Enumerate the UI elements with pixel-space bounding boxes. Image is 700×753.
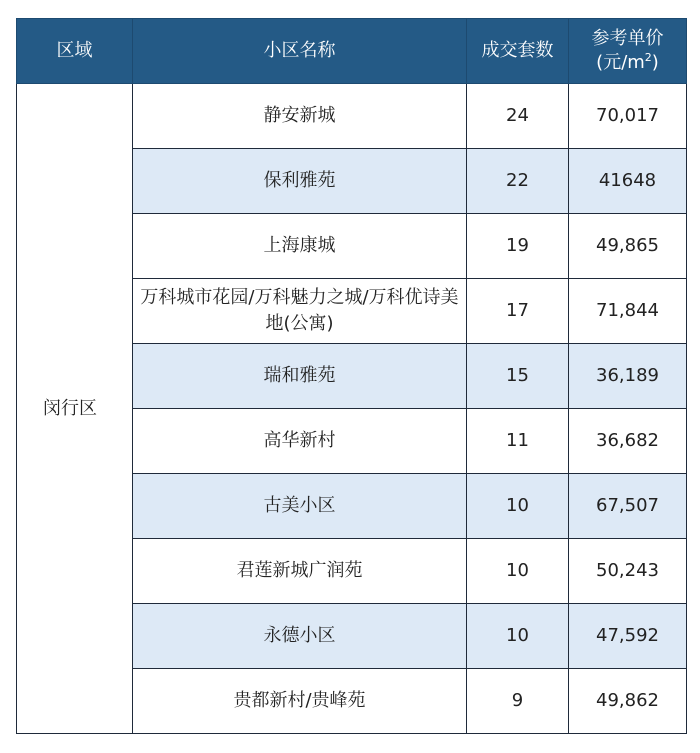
row-count: 19 [467,214,569,279]
row-count: 11 [467,409,569,474]
row-price: 71,844 [569,279,687,344]
row-name: 君莲新城广润苑 [133,539,467,604]
row-name: 静安新城 [133,84,467,149]
row-price: 50,243 [569,539,687,604]
row-count: 10 [467,474,569,539]
row-name: 贵都新村/贵峰苑 [133,669,467,734]
header-price-unit-prefix: (元/m [596,52,645,73]
row-price: 47,592 [569,604,687,669]
header-name: 小区名称 [133,19,467,84]
row-count: 10 [467,604,569,669]
header-count: 成交套数 [467,19,569,84]
header-district: 区域 [17,19,133,84]
row-name: 高华新村 [133,409,467,474]
row-price: 41648 [569,149,687,214]
district-cell: 闵行区 [17,84,133,734]
table-header-row [17,19,687,84]
row-name: 保利雅苑 [133,149,467,214]
row-count: 10 [467,539,569,604]
row-name: 万科城市花园/万科魅力之城/万科优诗美地(公寓) [133,279,467,344]
transactions-table [16,18,687,734]
row-count: 22 [467,149,569,214]
row-price: 67,507 [569,474,687,539]
row-count: 15 [467,344,569,409]
row-price: 36,189 [569,344,687,409]
row-price: 49,865 [569,214,687,279]
row-price: 36,682 [569,409,687,474]
transactions-table-container [16,18,686,734]
row-name: 古美小区 [133,474,467,539]
header-price-unit [596,52,659,73]
row-price: 49,862 [569,669,687,734]
header-price-unit-sup: 2 [644,51,652,64]
row-name: 永德小区 [133,604,467,669]
row-count: 17 [467,279,569,344]
row-count: 24 [467,84,569,149]
header-price [569,19,687,84]
row-count: 9 [467,669,569,734]
row-name: 上海康城 [133,214,467,279]
row-price: 70,017 [569,84,687,149]
row-name: 瑞和雅苑 [133,344,467,409]
table-row [17,84,687,149]
header-price-label: 参考单价 [591,28,664,49]
header-price-unit-suffix: ) [651,52,659,73]
